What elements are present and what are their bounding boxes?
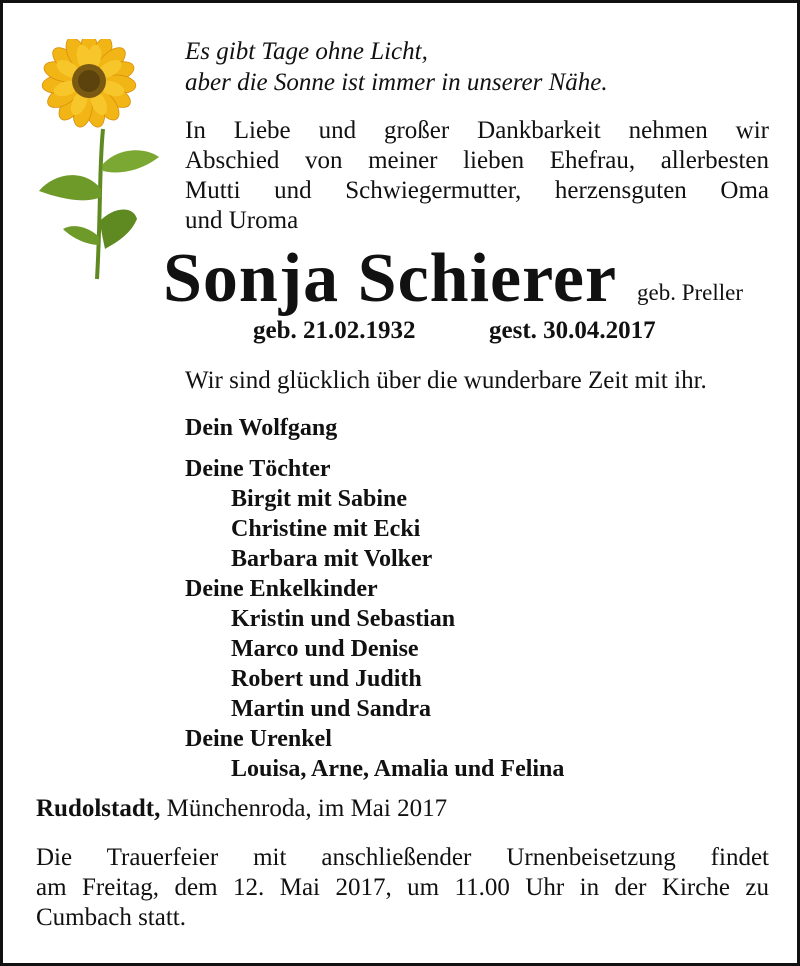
thanks-line: Wir sind glücklich über die wunderbare Zeit mit ihr. (185, 367, 707, 394)
list-item: Barbara mit Volker (231, 546, 433, 572)
deceased-name: Sonja Schierer (163, 240, 618, 317)
list-item: Martin und Sandra (231, 696, 432, 722)
list-item: Christine mit Ecki (231, 516, 421, 542)
list-item: Birgit mit Sabine (231, 486, 408, 512)
motto-line: Es gibt Tage ohne Licht, (185, 38, 428, 65)
motto-quote (185, 36, 608, 98)
daughters-heading: Deine Töchter (185, 456, 331, 482)
list-item: Kristin und Sebastian (231, 606, 456, 632)
great-grandchildren-heading: Deine Urenkel (185, 726, 332, 752)
place-date-line (36, 795, 447, 823)
place-date-rest: Münchenroda, im Mai 2017 (160, 795, 448, 822)
intro-line: Abschied von meiner lieben Ehefrau, allerbesten (185, 147, 769, 174)
intro-text (185, 116, 769, 236)
sunflower-icon (33, 39, 165, 285)
intro-line: und Uroma (185, 207, 299, 234)
motto-line: aber die Sonne ist immer in unserer Nähe. (185, 69, 608, 96)
service-line: Cumbach statt. (36, 904, 186, 931)
maiden-name: geb. Preller (637, 280, 744, 305)
intro-line: In Liebe und großer Dankbarkeit nehmen wir (185, 117, 769, 144)
service-line: Die Trauerfeier mit anschließender Urnenbeisetzung findet (36, 844, 769, 871)
list-item: Marco und Denise (231, 636, 419, 662)
list-item: Robert und Judith (231, 666, 422, 692)
death-date: gest. 30.04.2017 (489, 317, 656, 344)
spouse-name: Dein Wolfgang (185, 415, 338, 441)
family-list (185, 413, 564, 784)
list-item: Louisa, Arne, Amalia und Felina (231, 756, 565, 782)
intro-line: Mutti und Schwiegermutter, herzensguten Oma (185, 177, 769, 204)
service-line: am Freitag, dem 12. Mai 2017, um 11.00 Uhr in der Kirche zu (36, 874, 769, 901)
birth-date: geb. 21.02.1932 (253, 317, 416, 344)
place-name: Rudolstadt, (36, 795, 161, 822)
grandchildren-heading: Deine Enkelkinder (185, 576, 378, 602)
service-info (36, 843, 769, 933)
